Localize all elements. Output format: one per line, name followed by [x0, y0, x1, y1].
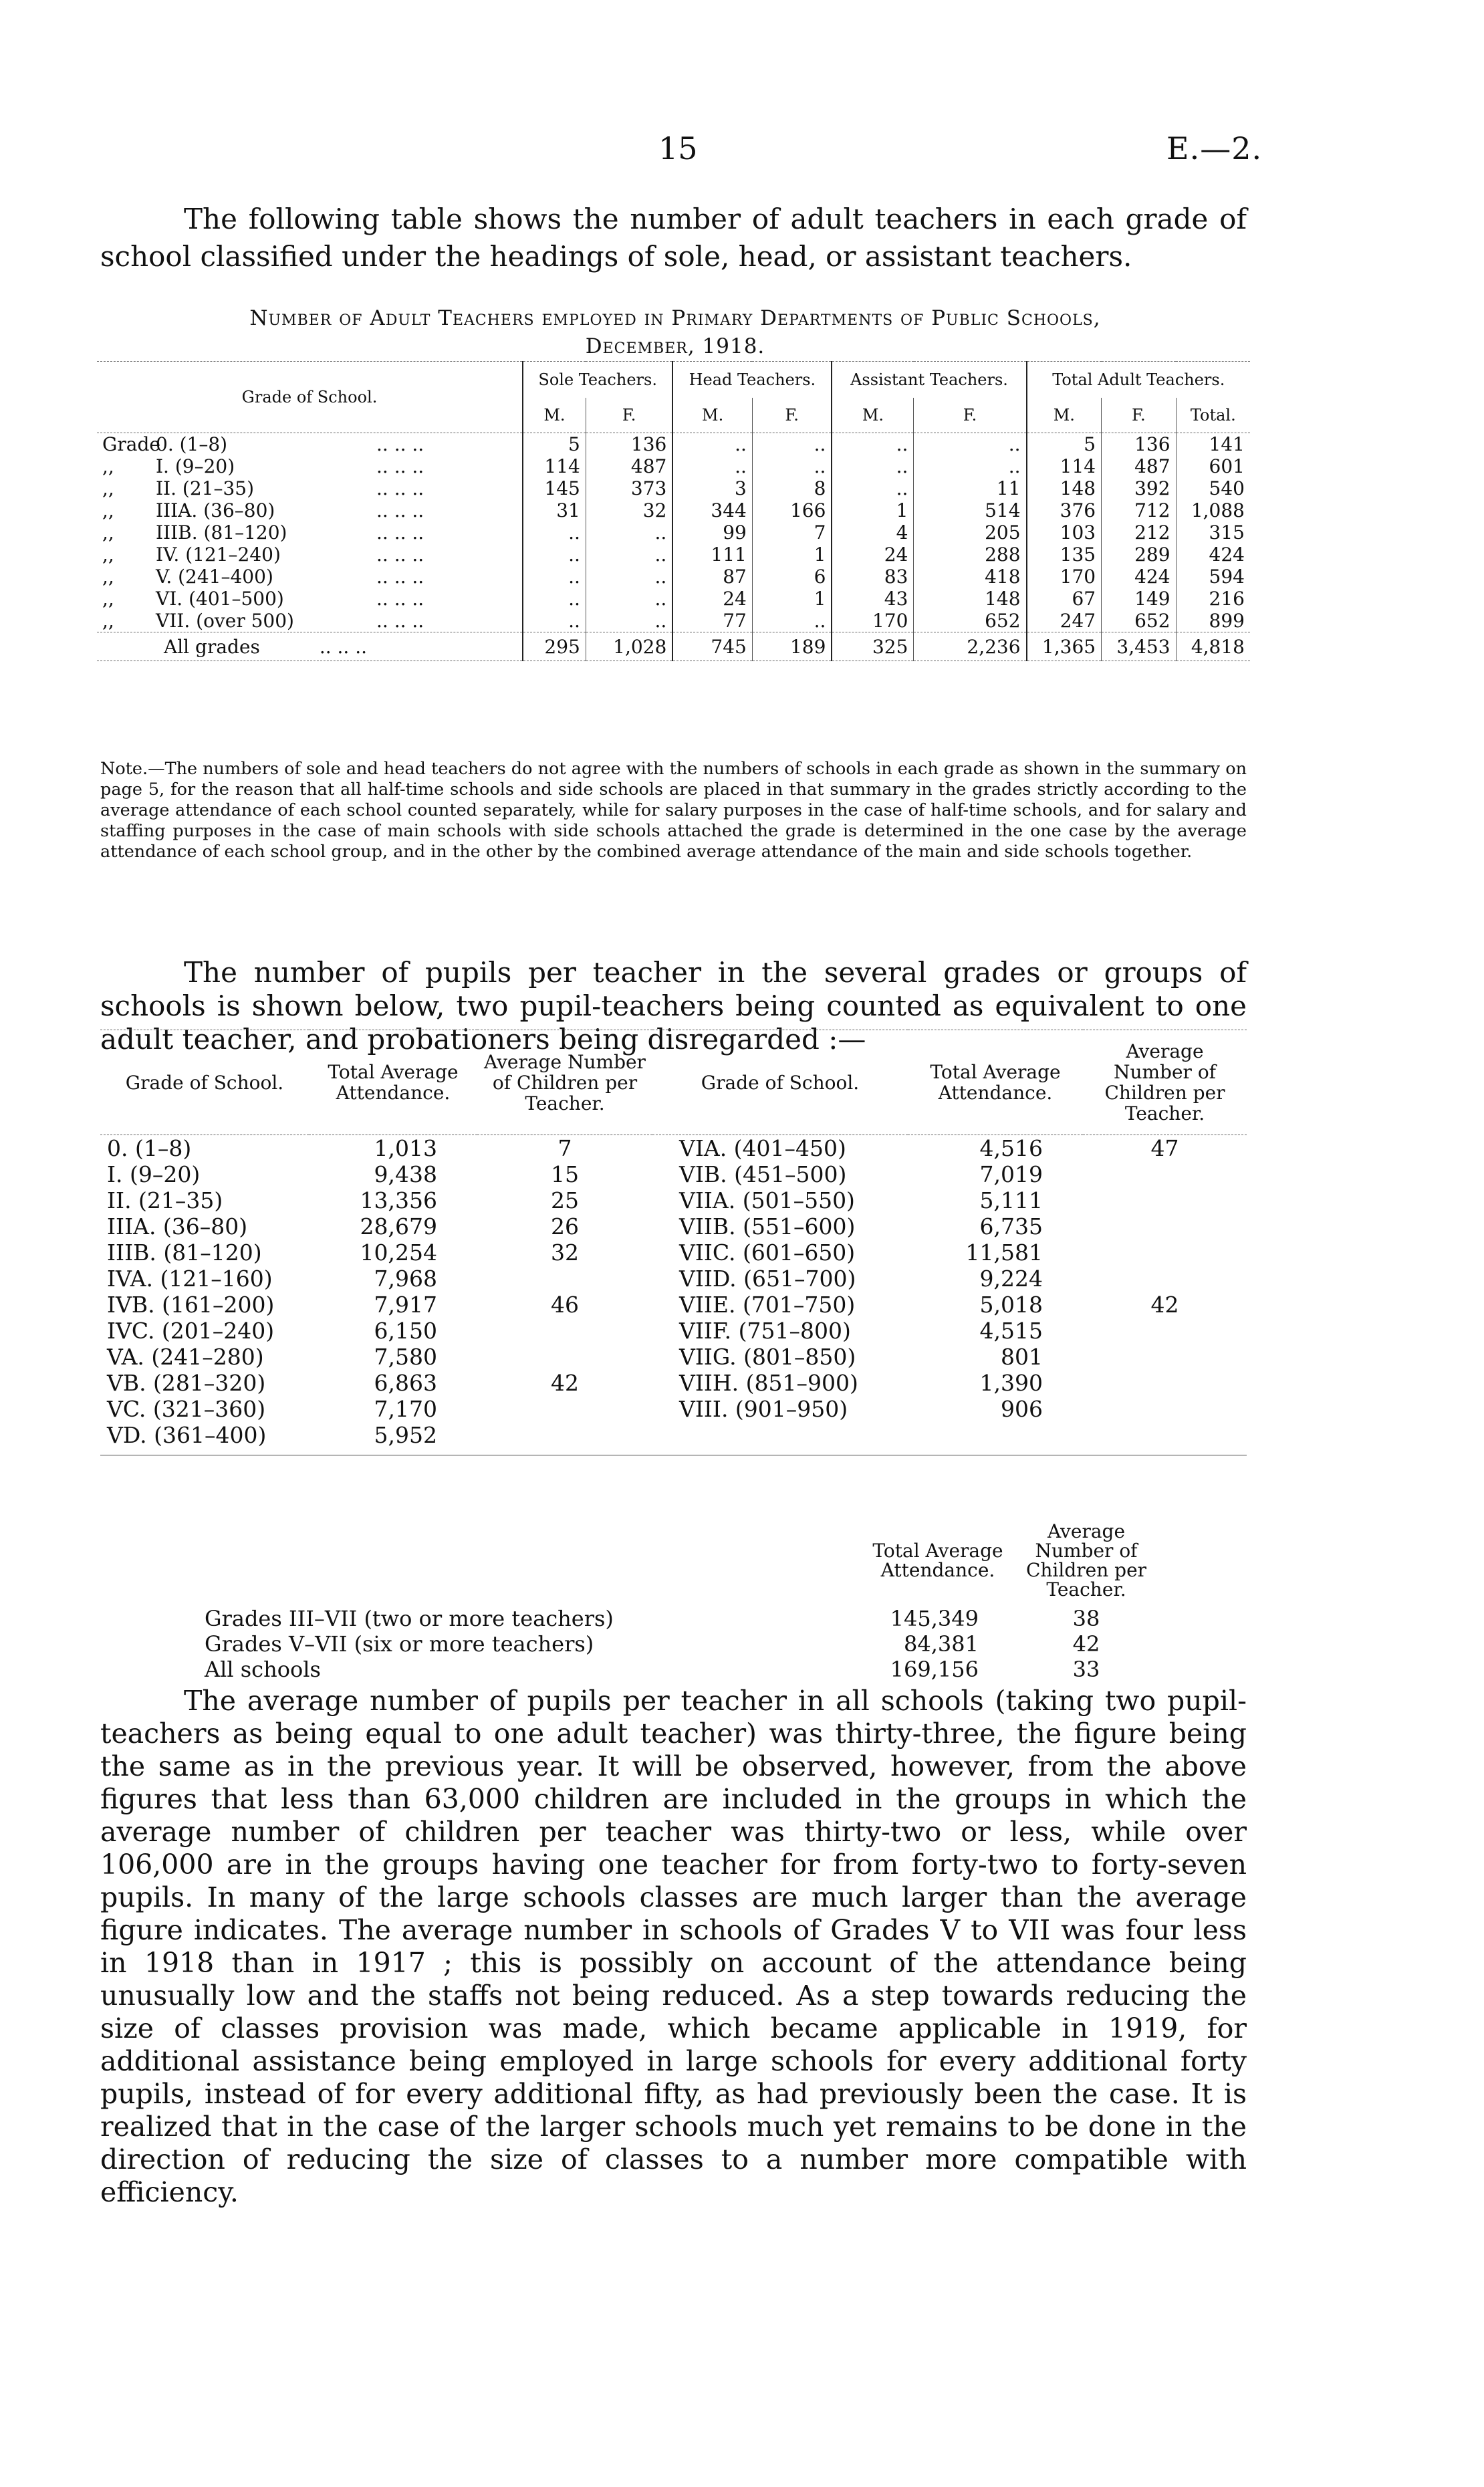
right-attendance-cell: 9,224 [979, 1266, 1043, 1292]
right-grade-cell: VIII. (901–950) [679, 1396, 848, 1422]
attendance-row [100, 1370, 1247, 1396]
left-grade-header: Grade of School. [125, 1071, 284, 1094]
head-m-cell: 344 [672, 499, 752, 521]
summary-rows [201, 1606, 1167, 1682]
grade-cell [97, 433, 523, 456]
right-average-cell [1083, 1318, 1247, 1344]
left-attendance-cell: 7,968 [374, 1266, 437, 1292]
total-f-cell: 392 [1102, 477, 1176, 499]
document-code: E.—2. [1166, 130, 1263, 166]
total-f-cell: 212 [1102, 521, 1176, 544]
assistant-m-cell: 1 [832, 499, 913, 521]
left-grade-cell: IVA. (121–160) [107, 1266, 273, 1292]
summary-attendance-cell: 145,349 [890, 1606, 979, 1631]
left-average-cell: 25 [551, 1187, 579, 1213]
right-average-cell [1083, 1370, 1247, 1396]
teacher-row [97, 588, 1250, 610]
sole-f-cell: .. [586, 544, 672, 566]
assistant-f-cell: 288 [914, 544, 1027, 566]
sole-m-cell: .. [523, 544, 586, 566]
left-average-cell: 42 [551, 1370, 579, 1396]
head-m-cell: .. [672, 433, 752, 456]
total-f-cell: 712 [1102, 499, 1176, 521]
total-adult-teachers-header: Total Adult Teachers. [1027, 362, 1250, 398]
total-sole-m: 295 [523, 632, 586, 661]
sole-f-cell: .. [586, 588, 672, 610]
summary-row [201, 1631, 1167, 1657]
head-f-cell: 166 [752, 499, 832, 521]
total-all-cell: 141 [1176, 433, 1250, 456]
total-assistant-f: 2,236 [914, 632, 1027, 661]
left-average-header: Average Number of Children per Teacher. [484, 1050, 646, 1114]
head-m-cell: 24 [672, 588, 752, 610]
assistant-m-cell: .. [832, 433, 913, 456]
left-grade-cell: VD. (361–400) [107, 1422, 267, 1448]
right-average-cell: 47 [1150, 1135, 1179, 1161]
assistant-f-cell: 514 [914, 499, 1027, 521]
table1-note: Note.—The numbers of sole and head teachers do not agree with the numbers of schools in each grade as shown in the summary on page 5, for the reason that all half-time schools and side schools are placed in that summary in the grades strictly according to the average attendance of each school counted separately, while for salary purposes in the case of half-time schools, and for salary and staffing purposes in the case of main schools with side schools attached the grade is determined in the one case by the average attendance of each school group, and in the other by the combined average attendance of the main and side schools together. [100, 759, 1247, 862]
assistant-m-cell: 83 [832, 566, 913, 588]
right-average-cell [1083, 1213, 1247, 1239]
right-average-cell [1083, 1239, 1247, 1266]
assistant-f-cell: 205 [914, 521, 1027, 544]
teacher-row [97, 455, 1250, 477]
sole-f-cell: 373 [586, 477, 672, 499]
total-all-cell: 540 [1176, 477, 1250, 499]
head-teachers-header: Head Teachers. [672, 362, 832, 398]
total-grand-total: 4,818 [1176, 632, 1250, 661]
left-attendance-cell: 6,150 [374, 1318, 437, 1344]
left-grade-cell: IVB. (161–200) [107, 1292, 275, 1318]
total-f-cell: 136 [1102, 433, 1176, 456]
grade-label: 0. (1–8) [156, 433, 228, 455]
grade-cell [97, 477, 523, 499]
total-head-m: 745 [672, 632, 752, 661]
left-grade-cell: IIIA. (36–80) [107, 1213, 248, 1239]
right-grade-cell: VIIH. (851–900) [679, 1370, 858, 1396]
head-f-cell: 1 [752, 544, 832, 566]
grade-prefix: ,, [102, 566, 114, 588]
left-average-cell: 7 [558, 1135, 572, 1161]
total-head-f: 189 [752, 632, 832, 661]
right-attendance-cell: 4,515 [979, 1318, 1043, 1344]
total-dots: .. .. .. [319, 635, 368, 658]
left-attendance-header: Total Average Attendance. [328, 1061, 459, 1104]
left-grade-cell: VA. (241–280) [107, 1344, 264, 1370]
grade-label: IIIB. (81–120) [156, 521, 287, 544]
summary-average-header: Average Number of Children per Teacher. [1025, 1520, 1147, 1601]
total-f-cell: 424 [1102, 566, 1176, 588]
left-average-cell: 32 [551, 1239, 579, 1266]
summary-attendance-header: Total Average Attendance. [872, 1540, 1003, 1581]
summary-table [201, 1521, 1167, 1682]
right-average-cell [1083, 1266, 1247, 1292]
grade-cell [97, 566, 523, 588]
left-grade-cell: VB. (281–320) [107, 1370, 266, 1396]
total-all-cell: 899 [1176, 610, 1250, 632]
sole-f-cell: .. [586, 521, 672, 544]
grade-label: I. (9–20) [156, 455, 235, 477]
left-attendance-cell: 13,356 [360, 1187, 437, 1213]
head-m-cell: 111 [672, 544, 752, 566]
summary-average-cell: 33 [1072, 1657, 1100, 1682]
right-average-header: Average Number of Children per Teacher. [1104, 1040, 1225, 1124]
attendance-row [100, 1161, 1247, 1187]
grade-cell [97, 499, 523, 521]
left-attendance-cell: 5,952 [374, 1422, 437, 1448]
right-grade-cell: VIID. (651–700) [679, 1266, 856, 1292]
right-attendance-cell: 1,390 [979, 1370, 1043, 1396]
head-m-header: M. [672, 398, 752, 433]
sole-f-cell: 136 [586, 433, 672, 456]
teacher-row [97, 477, 1250, 499]
right-average-cell: 42 [1150, 1292, 1179, 1318]
left-average-cell: 15 [551, 1161, 579, 1187]
sole-m-cell: 5 [523, 433, 586, 456]
right-grade-header: Grade of School. [701, 1071, 860, 1094]
left-average-cell [477, 1422, 652, 1448]
right-grade-cell: VIIG. (801–850) [679, 1344, 856, 1370]
sole-f-cell: 32 [586, 499, 672, 521]
leader-dots: .. .. .. [376, 499, 424, 521]
attendance-row [100, 1187, 1247, 1213]
left-attendance-cell: 6,863 [374, 1370, 437, 1396]
left-average-cell [477, 1318, 652, 1344]
sole-m-header: M. [523, 398, 586, 433]
head-m-cell: 87 [672, 566, 752, 588]
total-f-cell: 149 [1102, 588, 1176, 610]
attendance-row [100, 1135, 1247, 1162]
total-total-m: 1,365 [1027, 632, 1102, 661]
right-grade-cell: VIA. (401–450) [679, 1135, 846, 1161]
summary-row [201, 1606, 1167, 1631]
left-grade-cell: II. (21–35) [107, 1187, 223, 1213]
sole-teachers-header: Sole Teachers. [523, 362, 672, 398]
left-grade-cell: VC. (321–360) [107, 1396, 266, 1422]
sole-m-cell: .. [523, 610, 586, 632]
attendance-row [100, 1344, 1247, 1370]
left-grade-cell: IVC. (201–240) [107, 1318, 275, 1344]
right-attendance-cell: 801 [1001, 1344, 1043, 1370]
right-grade-cell: VIB. (451–500) [679, 1161, 847, 1187]
grade-prefix: ,, [102, 477, 114, 499]
head-f-header: F. [752, 398, 832, 433]
assistant-m-cell: 170 [832, 610, 913, 632]
table1-title [100, 304, 1250, 360]
summary-average-cell: 38 [1072, 1606, 1100, 1631]
total-m-cell: 103 [1027, 521, 1102, 544]
right-average-cell [1083, 1422, 1247, 1448]
head-f-cell: .. [752, 455, 832, 477]
sole-f-cell: .. [586, 610, 672, 632]
right-grade-cell: VIIA. (501–550) [679, 1187, 855, 1213]
adult-teachers-rows [97, 433, 1250, 632]
total-m-cell: 148 [1027, 477, 1102, 499]
grade-prefix: ,, [102, 610, 114, 632]
head-m-cell: .. [672, 455, 752, 477]
assistant-teachers-header: Assistant Teachers. [832, 362, 1026, 398]
grade-label: IV. (121–240) [156, 544, 281, 566]
sole-f-cell: 487 [586, 455, 672, 477]
average-pupils-paragraph: The average number of pupils per teacher in all schools (taking two pupil-teachers as being equal to one adult teacher) was thirty-three, the figure being the same as in the previous year. It will be observed, however, from the above figures that less than 63,000 children are included in the groups in which the average number of children per teacher was thirty-two or less, while over 106,000 are in the groups having one teacher for from forty-two to forty-seven pupils. In many of the large schools classes are much larger than the average figure indicates. The average number in schools of Grades V to VII was four less in 1918 than in 1917 ; this is possibly on account of the attendance being unusually low and the staffs not being reduced. As a step towards reducing the size of classes provision was made, which became applicable in 1919, for additional assistance being employed in large schools for every additional forty pupils, instead of for every additional fifty, as had previously been the case. It is realized that in the case of the larger schools much yet remains to be done in the direction of reducing the size of classes to a number more compatible with efficiency. [100, 1685, 1247, 2208]
summary-row [201, 1657, 1167, 1682]
pupils-per-teacher-paragraph: The number of pupils per teacher in the several grades or groups of schools is shown below, two pupil-teachers being counted as equivalent to one adult teacher, and probationers being disregarded :— [100, 956, 1247, 1056]
right-grade-cell: VIIE. (701–750) [679, 1292, 856, 1318]
leader-dots: .. .. .. [376, 566, 424, 588]
assistant-f-cell: 11 [914, 477, 1027, 499]
sole-f-cell: .. [586, 566, 672, 588]
summary-label-cell: Grades III–VII (two or more teachers) [205, 1606, 614, 1631]
total-all-cell: 601 [1176, 455, 1250, 477]
grade-prefix: ,, [102, 455, 114, 477]
right-attendance-cell [908, 1422, 1083, 1448]
leader-dots: .. .. .. [376, 455, 424, 477]
right-average-cell [1083, 1161, 1247, 1187]
attendance-row [100, 1318, 1247, 1344]
sole-m-cell: 31 [523, 499, 586, 521]
total-m-cell: 5 [1027, 433, 1102, 456]
total-m-cell: 135 [1027, 544, 1102, 566]
left-attendance-cell: 7,170 [374, 1396, 437, 1422]
sole-m-cell: .. [523, 566, 586, 588]
total-f-cell: 487 [1102, 455, 1176, 477]
left-attendance-cell: 10,254 [360, 1239, 437, 1266]
sole-m-cell: .. [523, 588, 586, 610]
grade-prefix: ,, [102, 588, 114, 610]
leader-dots: .. .. .. [376, 588, 424, 610]
head-f-cell: 6 [752, 566, 832, 588]
grade-cell [97, 610, 523, 632]
left-average-cell [477, 1396, 652, 1422]
assistant-m-cell: 43 [832, 588, 913, 610]
assistant-f-header: F. [914, 398, 1027, 433]
sole-m-cell: .. [523, 521, 586, 544]
grade-prefix: ,, [102, 544, 114, 566]
attendance-row [100, 1422, 1247, 1448]
attendance-row [100, 1292, 1247, 1318]
teacher-row [97, 566, 1250, 588]
head-m-cell: 3 [672, 477, 752, 499]
right-attendance-cell: 6,735 [979, 1213, 1043, 1239]
total-all-cell: 1,088 [1176, 499, 1250, 521]
head-f-cell: 7 [752, 521, 832, 544]
left-grade-cell: I. (9–20) [107, 1161, 201, 1187]
leader-dots: .. .. .. [376, 610, 424, 632]
teacher-row [97, 521, 1250, 544]
grade-label: V. (241–400) [156, 566, 273, 588]
attendance-row [100, 1239, 1247, 1266]
total-total-f: 3,453 [1102, 632, 1176, 661]
pupils-per-teacher-rows [100, 1135, 1247, 1449]
head-f-cell: .. [752, 610, 832, 632]
right-attendance-cell: 4,516 [979, 1135, 1043, 1161]
sole-m-cell: 114 [523, 455, 586, 477]
summary-attendance-cell: 169,156 [890, 1657, 979, 1682]
total-assistant-m: 325 [832, 632, 913, 661]
assistant-m-cell: .. [832, 477, 913, 499]
adult-teachers-table [97, 361, 1250, 661]
right-average-cell [1083, 1187, 1247, 1213]
left-average-cell: 46 [551, 1292, 579, 1318]
teacher-row [97, 499, 1250, 521]
assistant-f-cell: .. [914, 455, 1027, 477]
total-f-cell: 289 [1102, 544, 1176, 566]
summary-label-cell: All schools [205, 1657, 321, 1682]
intro-paragraph: The following table shows the number of adult teachers in each grade of school classified under the headings of sole, head, or assistant teachers. [100, 203, 1247, 273]
total-label: All grades [164, 635, 260, 658]
leader-dots: .. .. .. [376, 521, 424, 544]
table1-title-line1: Number of Adult Teachers employed in Primary Departments of Public Schools, [249, 306, 1101, 330]
grade-prefix: Grade [102, 433, 160, 455]
grade-cell [97, 544, 523, 566]
grade-label: II. (21–35) [156, 477, 255, 499]
table1-title-line2: December, 1918. [585, 334, 765, 358]
teacher-row [97, 544, 1250, 566]
right-grade-cell: VIIB. (551–600) [679, 1213, 856, 1239]
left-attendance-cell: 9,438 [374, 1161, 437, 1187]
total-row-label [97, 632, 523, 661]
grade-label: IIIA. (36–80) [156, 499, 275, 521]
total-m-cell: 247 [1027, 610, 1102, 632]
assistant-f-cell: 652 [914, 610, 1027, 632]
summary-label-cell: Grades V–VII (six or more teachers) [205, 1631, 594, 1657]
total-total-header: Total. [1176, 398, 1250, 433]
total-m-cell: 170 [1027, 566, 1102, 588]
leader-dots: .. .. .. [376, 544, 424, 566]
grade-prefix: ,, [102, 521, 114, 544]
total-m-cell: 376 [1027, 499, 1102, 521]
grade-label: VII. (over 500) [156, 610, 294, 632]
total-m-cell: 67 [1027, 588, 1102, 610]
grade-cell [97, 455, 523, 477]
assistant-f-cell: 148 [914, 588, 1027, 610]
total-sole-f: 1,028 [586, 632, 672, 661]
right-grade-cell: VIIF. (751–800) [679, 1318, 851, 1344]
right-attendance-header: Total Average Attendance. [930, 1061, 1061, 1104]
right-attendance-cell: 5,018 [979, 1292, 1043, 1318]
total-m-header: M. [1027, 398, 1102, 433]
left-average-cell: 26 [551, 1213, 579, 1239]
grade-label: VI. (401–500) [156, 588, 284, 610]
assistant-m-cell: 24 [832, 544, 913, 566]
assistant-m-header: M. [832, 398, 913, 433]
leader-dots: .. .. .. [376, 433, 424, 455]
head-f-cell: 8 [752, 477, 832, 499]
assistant-m-cell: .. [832, 455, 913, 477]
right-attendance-cell: 11,581 [965, 1239, 1043, 1266]
attendance-row [100, 1396, 1247, 1422]
left-grade-cell: IIIB. (81–120) [107, 1239, 262, 1266]
head-m-cell: 99 [672, 521, 752, 544]
right-average-cell [1083, 1344, 1247, 1370]
pupils-per-teacher-table [100, 1030, 1247, 1455]
total-all-cell: 315 [1176, 521, 1250, 544]
assistant-f-cell: .. [914, 433, 1027, 456]
sole-m-cell: 145 [523, 477, 586, 499]
summary-attendance-cell: 84,381 [904, 1631, 979, 1657]
left-average-cell [477, 1266, 652, 1292]
head-f-cell: .. [752, 433, 832, 456]
left-grade-cell: 0. (1–8) [107, 1135, 192, 1161]
teacher-row [97, 433, 1250, 456]
total-f-cell: 652 [1102, 610, 1176, 632]
total-all-cell: 594 [1176, 566, 1250, 588]
total-all-cell: 216 [1176, 588, 1250, 610]
assistant-m-cell: 4 [832, 521, 913, 544]
head-f-cell: 1 [752, 588, 832, 610]
left-attendance-cell: 7,917 [374, 1292, 437, 1318]
right-attendance-cell: 906 [1001, 1396, 1043, 1422]
page-number: 15 [658, 130, 698, 166]
left-average-cell [477, 1344, 652, 1370]
assistant-f-cell: 418 [914, 566, 1027, 588]
right-attendance-cell: 7,019 [979, 1161, 1043, 1187]
left-attendance-cell: 7,580 [374, 1344, 437, 1370]
leader-dots: .. .. .. [376, 477, 424, 499]
right-attendance-cell: 5,111 [979, 1187, 1043, 1213]
left-attendance-cell: 1,013 [374, 1135, 437, 1161]
sole-f-header: F. [586, 398, 672, 433]
summary-average-cell: 42 [1072, 1631, 1100, 1657]
total-f-header: F. [1102, 398, 1176, 433]
right-average-cell [1083, 1396, 1247, 1422]
grade-prefix: ,, [102, 499, 114, 521]
attendance-row [100, 1213, 1247, 1239]
left-attendance-cell: 28,679 [360, 1213, 437, 1239]
right-grade-cell [652, 1422, 908, 1448]
right-grade-cell: VIIC. (601–650) [679, 1239, 856, 1266]
head-m-cell: 77 [672, 610, 752, 632]
total-all-cell: 424 [1176, 544, 1250, 566]
teacher-row [97, 610, 1250, 632]
grade-of-school-header: Grade of School. [241, 388, 378, 406]
grade-cell [97, 588, 523, 610]
attendance-row [100, 1266, 1247, 1292]
grade-cell [97, 521, 523, 544]
total-m-cell: 114 [1027, 455, 1102, 477]
